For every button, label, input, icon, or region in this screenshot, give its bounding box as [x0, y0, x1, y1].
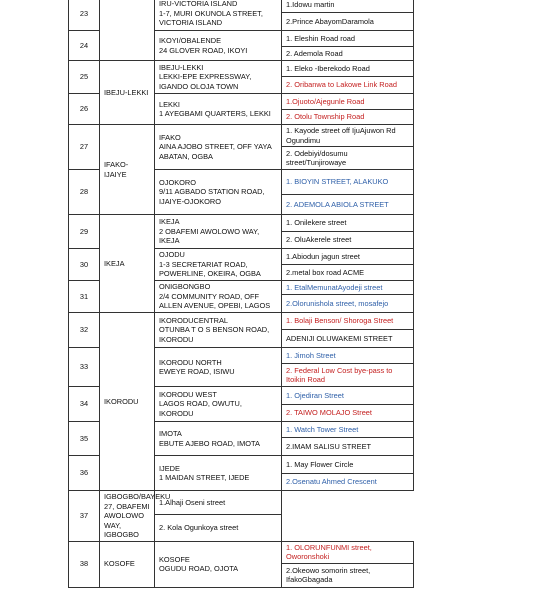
office-line: ALLEN AVENUE, OPEBI, LAGOS — [159, 301, 271, 311]
serial-number-cell: 29 — [69, 215, 100, 249]
street-cell: 2.Olorunishola street, mosafejo — [282, 295, 414, 313]
office-line: IGBOGBO — [104, 530, 139, 539]
office-line: OJOKORO — [159, 177, 196, 187]
street-cell: 2.IMAM SALISU STREET — [282, 438, 414, 456]
street-cell: 2. Ademola Road — [282, 47, 414, 61]
tax-office-cell — [155, 215, 282, 249]
lga-cell — [100, 0, 155, 61]
office-line: 1-3 SECRETARIAT ROAD, — [159, 259, 248, 269]
tax-office-cell — [155, 541, 282, 587]
office-line: IKEJA — [159, 236, 180, 246]
office-line: LEKKI-EPE EXPRESSWAY, — [159, 72, 252, 82]
tax-office-cell — [100, 491, 171, 542]
lga-cell: KOSOFE — [100, 541, 155, 587]
table-body — [69, 0, 414, 587]
lga-cell: IFAKO-IJAIYE — [100, 125, 155, 215]
office-line: IKORODU — [159, 334, 194, 344]
lga-cell: IKEJA — [100, 215, 155, 313]
tax-office-cell — [155, 170, 282, 215]
table-row — [69, 125, 414, 147]
office-line: IKORODU — [159, 408, 194, 418]
serial-number-cell: 34 — [69, 387, 100, 422]
street-cell: 1. Eleko -Iberekodo Road — [282, 61, 414, 77]
street-cell: 1. Kayode street off IjuAjuwon Rd Ogundimu — [282, 125, 414, 147]
office-line: 24 GLOVER ROAD, IKOYI — [159, 45, 248, 55]
table-row — [69, 61, 414, 77]
office-line: 1 AYEGBAMI QUARTERS, LEKKI — [159, 109, 271, 118]
tax-office-cell — [155, 456, 282, 491]
serial-number-cell: 24 — [69, 31, 100, 61]
street-cell: 1. Watch Tower Street — [282, 422, 414, 438]
office-line: ONIGBONGBO — [159, 282, 211, 292]
serial-number-cell: 32 — [69, 313, 100, 348]
street-cell: 1. OLORUNFUNMI street, Oworonshoki — [282, 541, 414, 563]
street-cell: 1. Onilekere street — [282, 215, 414, 232]
street-cell: 2. OluAkerele street — [282, 232, 414, 249]
street-cell: 1. BIOYIN STREET, ALAKUKO — [282, 170, 414, 195]
serial-number-cell: 35 — [69, 422, 100, 456]
street-cell: 2. Kola Ogunkoya street — [155, 515, 282, 541]
street-cell: 2.Okeowo somorin street, IfakoGbagada — [282, 563, 414, 587]
tax-office-cell — [155, 249, 282, 281]
street-cell: 1.Idowu martin — [282, 0, 414, 13]
serial-number-cell: 27 — [69, 125, 100, 170]
tax-office-table — [68, 0, 414, 588]
tax-office-cell — [155, 348, 282, 387]
street-cell: 2.metal box road ACME — [282, 265, 414, 281]
table-row — [69, 215, 414, 232]
office-line: 27, OBAFEMI AWOLOWO WAY, — [104, 501, 150, 530]
street-cell: 1.Abiodun jagun street — [282, 249, 414, 265]
lga-cell: IBEJU-LEKKI — [100, 61, 155, 125]
street-cell: 1. EtalMemunatAyodeji street — [282, 281, 414, 295]
office-line: OTUNBA T O S BENSON ROAD, — [159, 325, 270, 335]
street-cell: 2. Federal Low Cost bye-pass to Itoikin Road — [282, 364, 414, 387]
street-cell: 2. ADEMOLA ABIOLA STREET — [282, 195, 414, 215]
office-line: 2/4 COMMUNITY ROAD, OFF — [159, 291, 260, 301]
tax-office-cell — [155, 0, 282, 31]
office-line: IFAKO — [159, 132, 181, 142]
serial-number-cell: 28 — [69, 170, 100, 215]
tax-office-cell — [155, 31, 282, 61]
street-cell: 1.Alhaji Oseni street — [155, 491, 282, 515]
office-line: 1 MAIDAN STREET, IJEDE — [159, 473, 250, 482]
serial-number-cell: 33 — [69, 348, 100, 387]
street-cell: 1. Eleshin Road road — [282, 31, 414, 47]
tax-office-cell — [155, 61, 282, 94]
serial-number-cell: 26 — [69, 94, 100, 125]
street-cell: 1. Bolaji Benson/ Shoroga Street — [282, 313, 414, 330]
serial-number-cell: 36 — [69, 456, 100, 491]
serial-number-cell: 25 — [69, 61, 100, 94]
street-cell: 2. Odebiyi/dosumu street/Tunjirowaye — [282, 147, 414, 170]
table-row — [69, 0, 414, 13]
office-line: POWERLINE, OKEIRA, OGBA — [159, 269, 261, 279]
lga-cell: IKORODU — [100, 313, 155, 491]
street-cell: 2. Oribanwa to Lakowe Link Road — [282, 77, 414, 94]
office-line: AINA AJOBO STREET, OFF YAYA — [159, 142, 272, 152]
office-line: VICTORIA ISLAND — [159, 18, 223, 28]
office-line: ABATAN, OGBA — [159, 151, 213, 161]
office-line: IGANDO OLOJA TOWN — [159, 81, 239, 91]
serial-number-cell: 30 — [69, 249, 100, 281]
tax-office-cell — [155, 125, 282, 170]
office-line: IGBOGBO/BAYEKU — [104, 492, 171, 501]
office-line: 2 OBAFEMI AWOLOWO WAY, — [159, 226, 260, 236]
tax-office-cell — [155, 387, 282, 422]
office-line: OJODU — [159, 250, 185, 260]
street-cell: ADENIJI OLUWAKEMI STREET — [282, 330, 414, 348]
office-line: 1-7, MURI OKUNOLA STREET, — [159, 8, 263, 18]
office-line: EWEYE ROAD, ISIWU — [159, 367, 235, 376]
street-cell: 1. Ojediran Street — [282, 387, 414, 405]
office-line: IJAIYE-OJOKORO — [159, 196, 222, 206]
office-line: IKORODU WEST — [159, 389, 217, 399]
table-row — [69, 491, 414, 515]
office-line: 9/11 AGBADO STATION ROAD, — [159, 187, 265, 197]
office-line: IBEJU-LEKKI — [159, 62, 204, 72]
street-cell: 1. Jimoh Street — [282, 348, 414, 364]
serial-number-cell: 38 — [69, 541, 100, 587]
table-row — [69, 541, 414, 563]
tax-office-cell — [155, 281, 282, 313]
office-line: IKORODUCENTRAL — [159, 315, 228, 325]
street-cell: 2. Otolu Township Road — [282, 110, 414, 125]
serial-number-cell: 31 — [69, 281, 100, 313]
tax-office-cell — [155, 422, 282, 456]
tax-office-cell — [155, 94, 282, 125]
office-line: IKOYI/OBALENDE — [159, 36, 222, 45]
office-line: EBUTE AJEBO ROAD, IMOTA — [159, 438, 260, 448]
office-line: LAGOS ROAD, OWUTU, — [159, 399, 242, 409]
street-cell: 2. TAIWO MOLAJO Street — [282, 405, 414, 422]
office-line: KOSOFE — [159, 554, 190, 564]
table-row — [69, 313, 414, 330]
office-line: LEKKI — [159, 99, 180, 109]
tax-office-cell — [155, 313, 282, 348]
serial-number-cell: 23 — [69, 0, 100, 31]
office-line: IKEJA — [159, 217, 180, 227]
office-line: IRU-VICTORIA ISLAND — [159, 0, 238, 9]
office-line: IKORODU NORTH — [159, 357, 222, 367]
street-cell: 2.Prince AbayomDaramola — [282, 13, 414, 31]
office-line: IMOTA — [159, 429, 182, 438]
street-cell: 1.Ojuoto/Ajegunle Road — [282, 94, 414, 110]
office-line: IJEDE — [159, 463, 180, 473]
serial-number-cell: 37 — [69, 491, 100, 542]
street-cell: 2.Osenatu Ahmed Crescent — [282, 474, 414, 491]
street-cell: 1. May Flower Circle — [282, 456, 414, 474]
office-line: OGUDU ROAD, OJOTA — [159, 564, 239, 573]
